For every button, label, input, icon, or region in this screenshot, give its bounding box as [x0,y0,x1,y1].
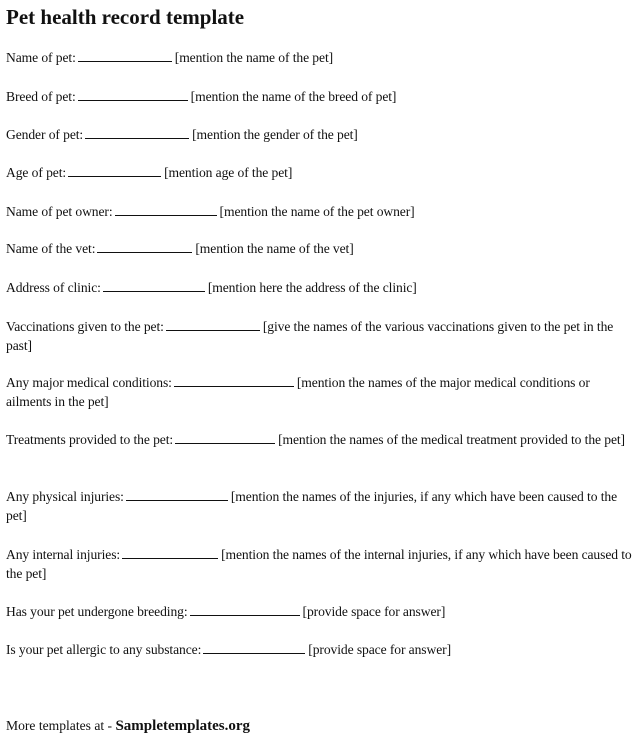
field-hint: [mention the names of the injuries, if any which have been caused to the pet] [6,489,618,523]
answer-blank [97,241,192,253]
field-hint: [mention the name of the vet] [195,241,354,256]
field-internal-injuries [6,545,636,583]
field-hint: [mention the name of the pet] [174,50,334,65]
field-label: Name of pet owner: [6,204,113,219]
field-physical-injuries [6,487,636,525]
field-label: Name of pet: [6,50,76,65]
field-label: Any physical injuries: [6,489,124,504]
field-hint: [provide space for answer] [302,604,446,619]
field-hint: [give the names of the various vaccinations given to the pet in the past] [6,319,614,353]
answer-blank [103,280,205,292]
answer-blank [203,642,305,654]
document-title: Pet health record template [6,5,245,29]
answer-blank [166,319,260,331]
field-vaccinations [6,317,636,355]
field-label: Any major medical conditions: [6,375,172,390]
field-label: Address of clinic: [6,280,101,295]
field-label: Age of pet: [6,165,67,180]
footer [6,716,250,736]
field-label: Any internal injuries: [6,547,121,562]
answer-blank [78,50,172,62]
field-hint: [mention the gender of the pet] [192,127,358,142]
field-name-of-pet [6,48,636,67]
field-hint: [mention the names of the major medical conditions or ailments in the pet] [6,375,590,409]
field-name-of-vet [6,239,636,258]
footer-brand-link[interactable]: Sampletemplates.org [115,718,251,734]
answer-blank [85,127,189,139]
field-breed-of-pet [6,87,636,106]
field-hint: [mention the name of the pet owner] [219,204,415,219]
field-breeding [6,602,636,621]
field-allergies [6,640,636,659]
answer-blank [78,89,188,101]
field-label: Is your pet allergic to any substance: [6,642,202,657]
answer-blank [115,204,217,216]
field-hint: [mention age of the pet] [164,165,293,180]
field-name-of-pet-owner [6,202,636,221]
field-hint: [mention here the address of the clinic] [207,280,417,295]
answer-blank [122,547,218,559]
answer-blank [175,432,275,444]
field-major-medical-conditions [6,373,636,411]
field-address-of-clinic [6,278,636,297]
answer-blank [190,604,300,616]
footer-prefix: More templates at - [6,718,116,733]
field-gender-of-pet [6,125,636,144]
field-age-of-pet [6,163,636,182]
answer-blank [68,165,161,177]
answer-blank [174,375,294,387]
field-hint: [mention the names of the medical treatment provided to the pet] [278,432,625,447]
field-label: Name of the vet: [6,241,96,256]
field-label: Breed of pet: [6,89,76,104]
field-label: Gender of pet: [6,127,84,142]
field-hint: [provide space for answer] [308,642,451,657]
field-label: Treatments provided to the pet: [6,432,174,447]
field-label: Vaccinations given to the pet: [6,319,164,334]
field-hint: [mention the names of the internal injuries, if any which have been caused to the pet] [6,547,632,581]
field-label: Has your pet undergone breeding: [6,604,188,619]
field-hint: [mention the name of the breed of pet] [190,89,397,104]
answer-blank [126,489,228,501]
field-treatments [6,430,636,449]
